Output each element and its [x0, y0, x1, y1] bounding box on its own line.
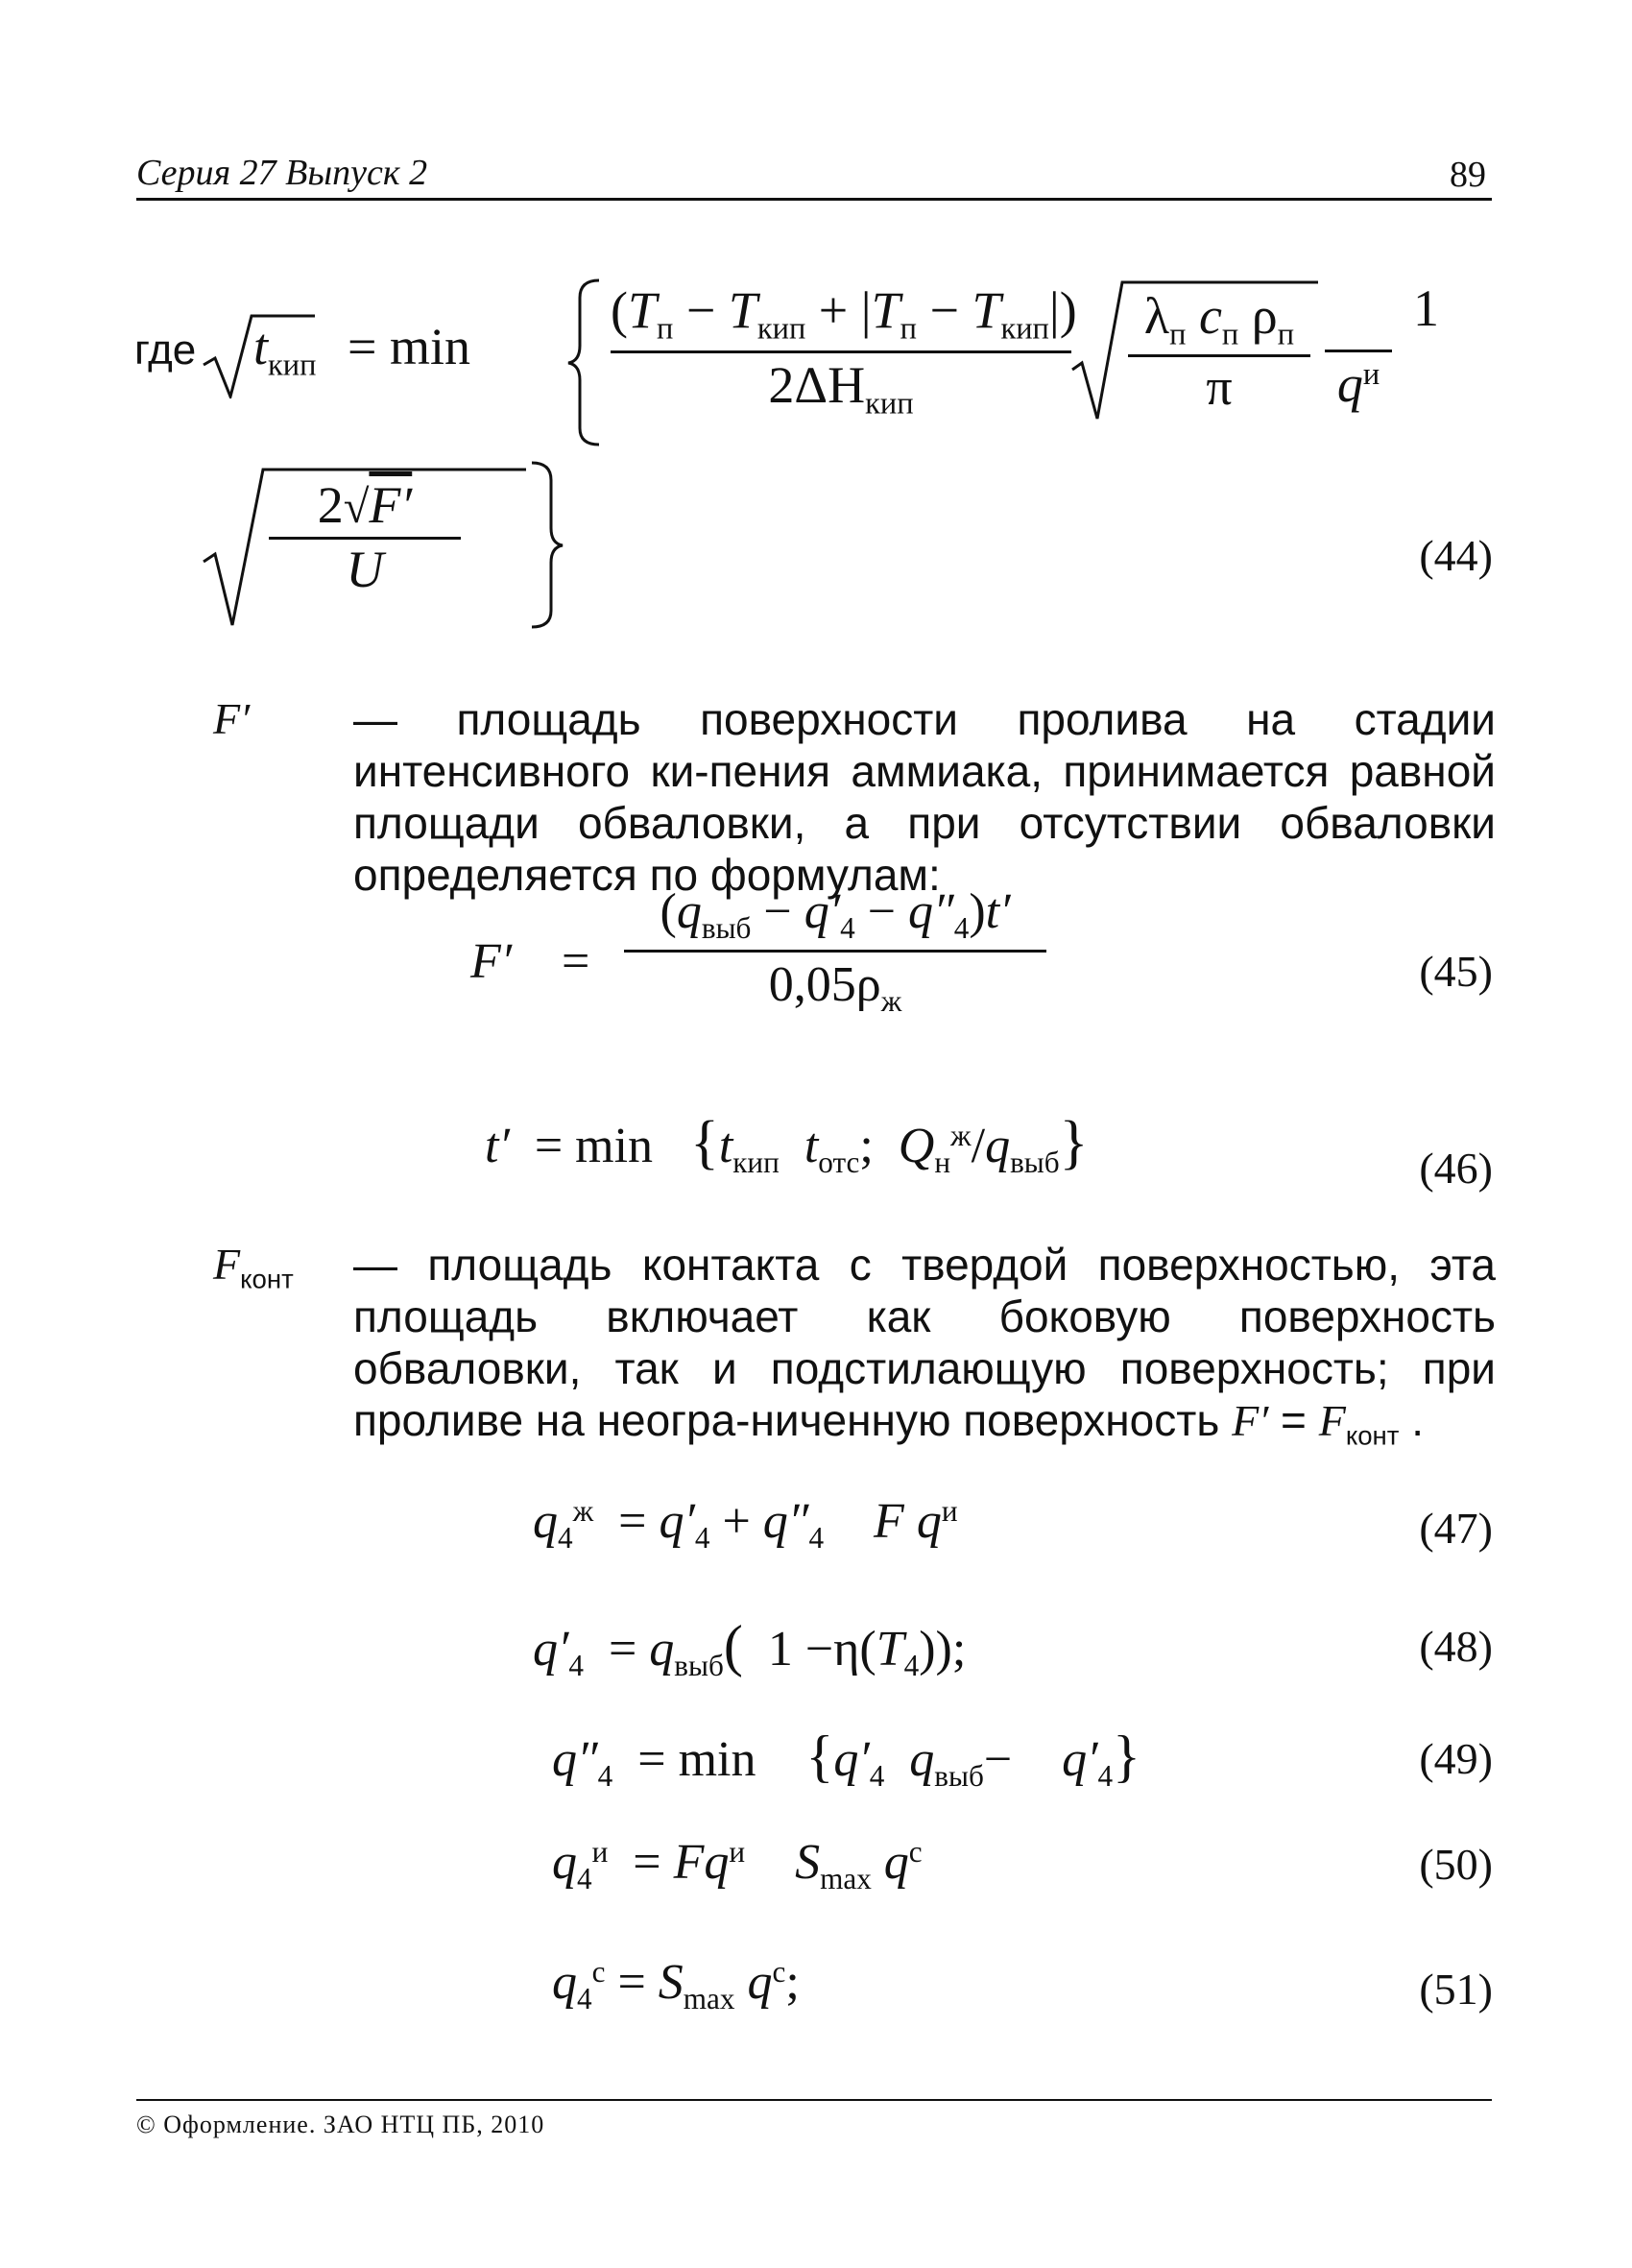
equation-48: $q'_4 = q_{выб}$( $1 -\eta(T_4)$); [533, 1614, 967, 1682]
equation-number-49: (49) [1419, 1734, 1493, 1783]
header-rule [136, 198, 1492, 201]
equation-45 [470, 883, 1142, 1027]
footer-copyright: © Оформление. ЗАО НТЦ ПБ, 2010 [136, 2111, 545, 2138]
equation-number-50: (50) [1419, 1840, 1493, 1889]
left-brace-icon [566, 278, 605, 446]
eq44-one: 1 [1413, 279, 1439, 337]
eq44-min: = min [348, 318, 470, 375]
page-number: 89 [1450, 155, 1486, 195]
right-brace-icon [528, 461, 566, 629]
equation-51: $q_4^с = S_{max}$ $q^с$; [552, 1954, 800, 2015]
footer-rule [136, 2099, 1492, 2101]
equation-number-45: (45) [1419, 947, 1493, 996]
eq44-prefix: где [134, 326, 197, 374]
equation-46: t′ = min {$t_{кип}$ $t_{отс}$; $Q_н^ж/q_{выб}$} [485, 1110, 1089, 1179]
eq45-fraction: $(q_{выб} - q'_4 - q''_4)t'$ $0,05\rho_ж$ [624, 883, 1046, 1019]
definition-symbol-F: F′ [213, 694, 251, 743]
definition-text-Fkont: — площадь контакта с твердой поверхностью, эта площадь включает как боковую поверхность обваловки, так и подстилающую поверхность; при проливе на неогра-ниченную поверхность $F' = F_{конт}$ . [353, 1240, 1496, 1451]
equation-number-47: (47) [1419, 1504, 1493, 1553]
eq45-eq: = [562, 934, 590, 989]
equation-49: $q''_4 = \min$ {$q'_4$ $q_{выб}-$ $q'_4$} [552, 1725, 1140, 1793]
eq44-second-fraction: 2√F′ U [269, 475, 461, 599]
equation-number-46: (46) [1419, 1144, 1493, 1193]
equation-number-51: (51) [1419, 1965, 1493, 2014]
eq45-lhs: F′ [470, 934, 513, 989]
equation-47: $q_4^ж = q'_4 + q''_4$ F $q^и$ [533, 1493, 958, 1555]
definition-text-F: — площадь поверхности пролива на стадии интенсивного ки-пения аммиака, принимается равной площади обваловки, а при отсутствии обваловки определяется по формулам: [353, 694, 1496, 900]
eq44-inverse-fraction: $q^и$ [1325, 290, 1392, 414]
eq44-fraction: $(T_п - T_{кип} + |T_п - T_{кип}|)$ $2\Delta H_{кип}$ [611, 281, 1077, 422]
equation-50: $q_4^и = Fq^и$ $S_{max}$ $q^с$ [552, 1834, 923, 1895]
eq44-sqrt-fraction: $\lambda_п$ $c_п$ $\rho_п$ π [1128, 286, 1310, 417]
equation-number-48: (48) [1419, 1622, 1493, 1671]
eq44-t: $t_{кип}$ [253, 318, 317, 383]
equation-44 [134, 259, 1498, 663]
definition-symbol-Fkont: $F_{конт}$ [213, 1240, 294, 1294]
equation-number-44: (44) [1419, 531, 1493, 580]
running-header: Серия 27 Выпуск 2 [136, 153, 428, 193]
